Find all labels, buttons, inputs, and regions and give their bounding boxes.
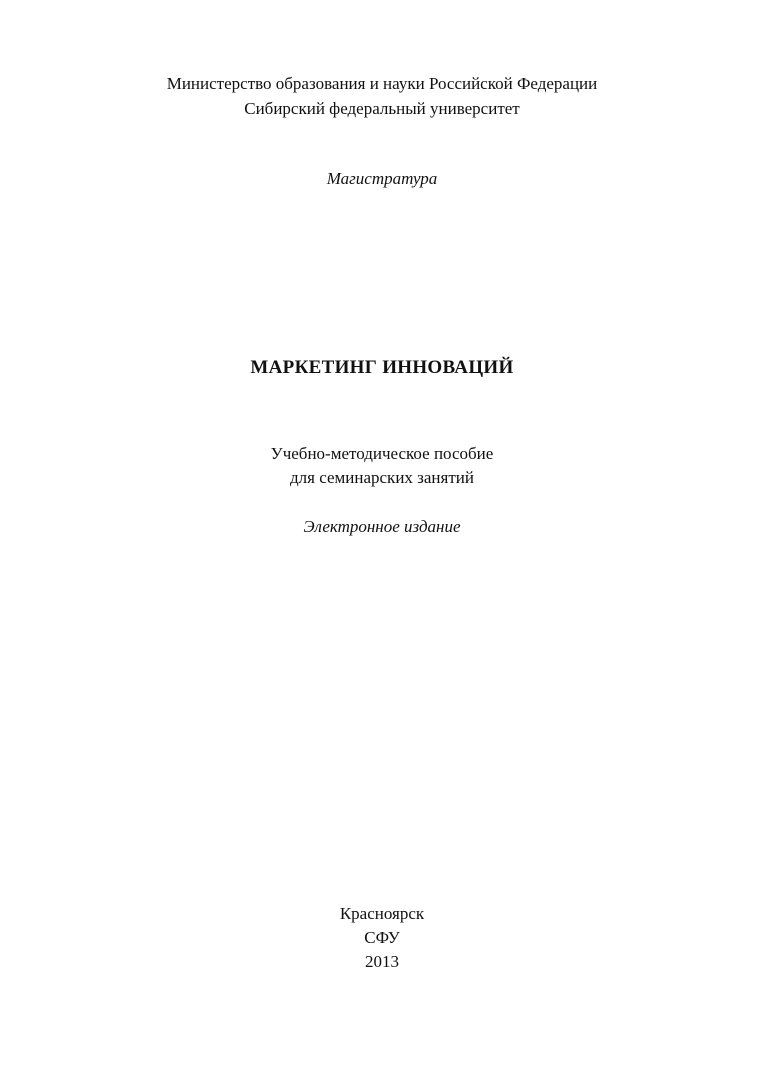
university-line: Сибирский федеральный университет [244,99,520,118]
edition-label: Электронное издание [303,517,461,536]
subtitle-line-2: для семинарских занятий [290,468,474,487]
subtitle-line-1: Учебно-методическое пособие [270,444,494,463]
program-label: Магистратура [326,169,438,188]
imprint-year: 2013 [365,952,399,971]
imprint-publisher: СФУ [364,928,400,947]
ministry-line: Министерство образования и науки Российской Федерации [166,74,598,93]
document-title: МАРКЕТИНГ ИННОВАЦИЙ [250,357,514,378]
imprint-city: Красноярск [339,904,425,923]
